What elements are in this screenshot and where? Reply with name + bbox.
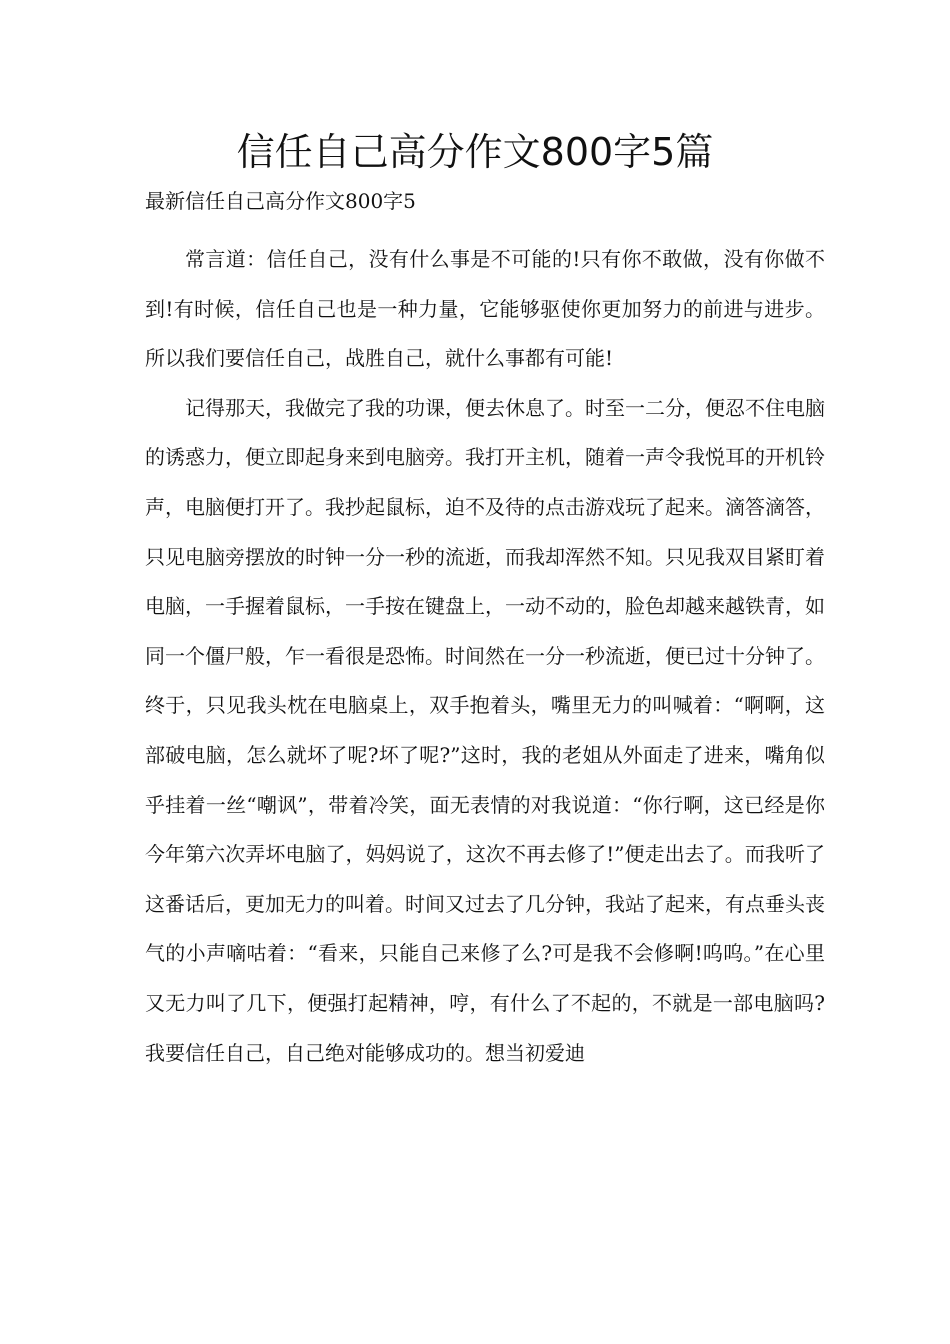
paragraph-2: 记得那天，我做完了我的功课，便去休息了。时至一二分，便忍不住电脑的诱惑力，便立即起身来到电脑旁。我打开主机，随着一声令我悦耳的开机铃声，电脑便打开了。我抄起鼠标，迫不及待的点击游戏玩了起来。滴答滴答，只见电脑旁摆放的时钟一分一秒的流逝，而我却浑然不知。只见我双目紧盯着电脑，一手握着鼠标，一手按在键盘上，一动不动的，脸色却越来越铁青，如同一个僵尸般，乍一看很是恐怖。时间然在一分一秒流逝，便已过十分钟了。终于，只见我头枕在电脑桌上，双手抱着头，嘴里无力的叫喊着：“啊啊，这部破电脑，怎么就坏了呢?坏了呢?”这时，我的老姐从外面走了进来，嘴角似乎挂着一丝“嘲讽”，带着冷笑，面无表情的对我说道：“你行啊，这已经是你今年第六次弄坏电脑了，妈妈说了，这次不再去修了!”便走出去了。而我听了这番话后，更加无力的叫着。时间又过去了几分钟，我站了起来，有点垂头丧气的小声嘀咕着：“看来，只能自己来修了么?可是我不会修啊!呜呜。”在心里又无力叫了几下，便强打起精神，哼，有什么了不起的，不就是一部电脑吗?我要信任自己，自己绝对能够成功的。想当初爱迪 bbox=[145, 395, 825, 1065]
document-body bbox=[145, 235, 825, 1078]
paragraph-1: 常言道：信任自己，没有什么事是不可能的!只有你不敢做，没有你做不到!有时候，信任自己也是一种力量，它能够驱使你更加努力的前进与进步。所以我们要信任自己，战胜自己，就什么事都有可能! bbox=[145, 247, 825, 371]
document-title: 信任自己高分作文800字5篇 bbox=[236, 130, 714, 174]
document-subtitle: 最新信任自己高分作文800字5 bbox=[145, 189, 416, 213]
